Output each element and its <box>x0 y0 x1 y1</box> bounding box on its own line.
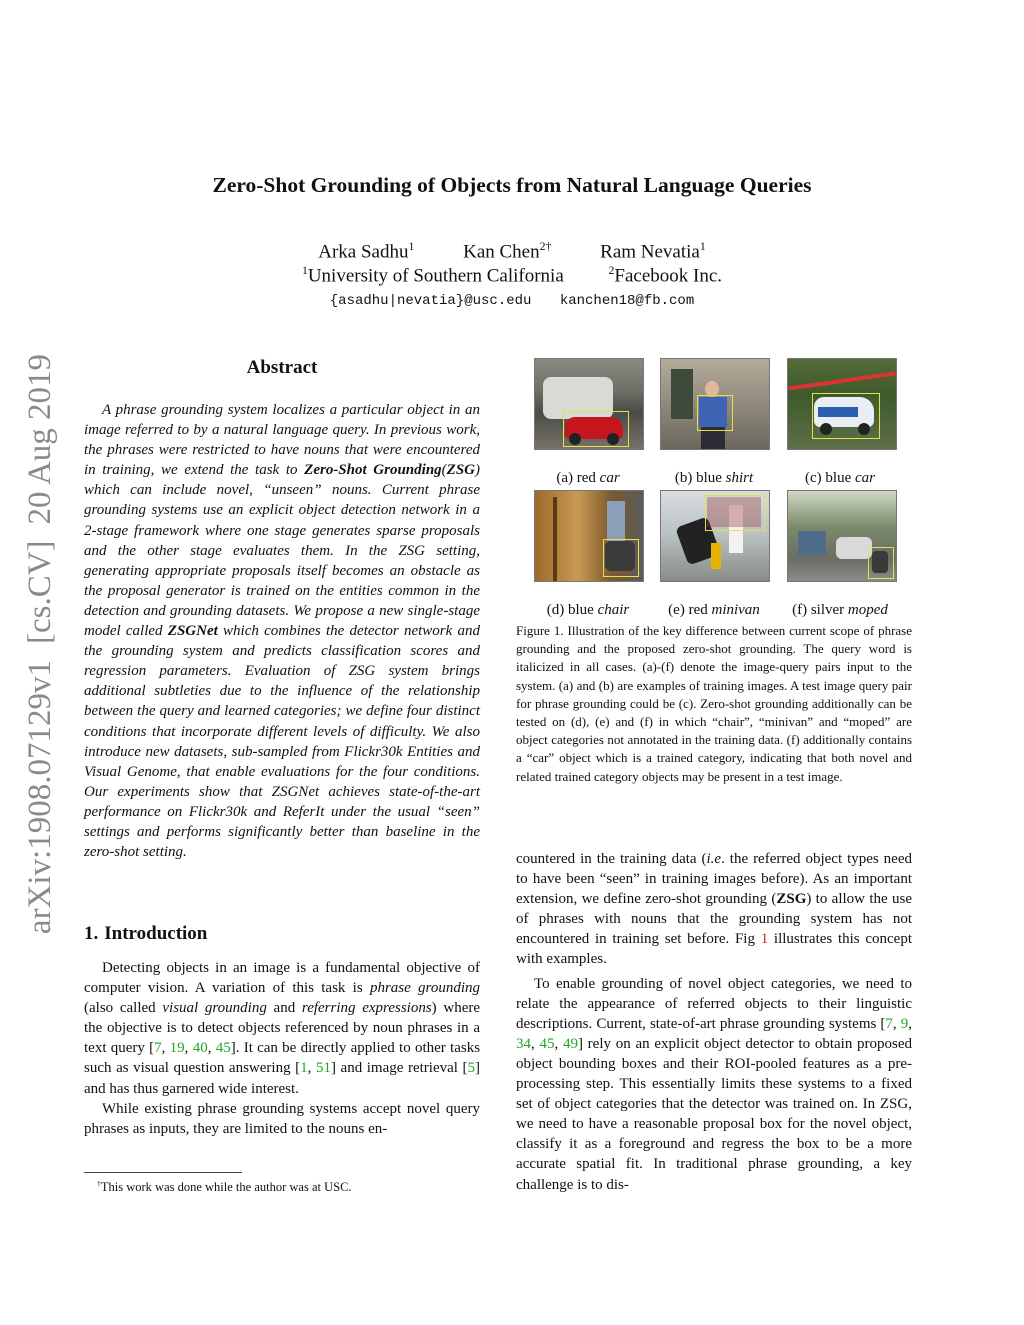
citation-link[interactable]: 34 <box>516 1035 531 1052</box>
figure-caption-f: (f) silver moped <box>792 602 888 618</box>
figure-image-b <box>660 358 770 450</box>
figure-image-f <box>787 490 897 582</box>
affiliation: $^2$Facebook Inc. <box>608 264 723 287</box>
affiliation-list <box>0 264 1024 287</box>
figure-image-e <box>660 490 770 582</box>
figure-image-d <box>534 490 644 582</box>
right-column-text <box>516 849 912 1195</box>
citation-link[interactable]: 7 <box>885 1015 893 1032</box>
figure-caption-c: (c) blue car <box>805 470 875 486</box>
paper-title: Zero-Shot Grounding of Objects from Natural Language Queries <box>212 173 812 197</box>
footnote: †This work was done while the author was at USC. <box>97 1179 352 1195</box>
body-paragraph: countered in the training data (i.e. the referred object types need to have been “seen” in training images before). As an important extension, we define zero-shot grounding (ZSG) to allow the use of phrases with nouns that the grounding system has not encountered in training set before. Fig 1 illustrates this concept with examples. <box>516 851 912 968</box>
intro-paragraph: Detecting objects in an image is a fundamental objective of computer vision. A variation of this task is phrase grounding (also called visual grounding and referring expressions) where the objective is to detect objects referenced by noun phrases in a text query [7, 19, 40, 45]. It can be directly applied to other tasks such as visual question answering [1, 51] and image retrieval [5] and has thus garnered wide interest. <box>84 960 481 1097</box>
author: Kan Chen$^{2\dagger}$ <box>463 240 552 263</box>
citation-link[interactable]: 1 <box>300 1060 308 1077</box>
intro-heading: 1. Introduction <box>84 923 208 944</box>
body-paragraph: To enable grounding of novel object categories, we need to relate the appearance of referred objects to their linguistic descriptions. Current, state-of-art phrase grounding systems [7, 9, 34, 45, 49] rely on an explicit object detector to obtain proposed object bounding boxes and their ROI-pooled features as a pre-processing step. This essentially limits these systems to a fixed set of object categories that the detector was trained on. In ZSG, we need to have a reasonable proposal box for the novel object, classify it as a foreground and regress the box to be a more accurate spatial fit. In traditional phrase grounding, a key challenge is to dis- <box>516 975 913 1193</box>
intro-text <box>84 958 480 1139</box>
figure-caption-d: (d) blue chair <box>546 602 630 618</box>
citation-link[interactable]: 40 <box>192 1040 208 1057</box>
abstract-heading: Abstract <box>246 357 318 378</box>
author-list <box>0 240 1024 263</box>
figure-1-caption: Figure 1. Illustration of the key difference between current scope of phrase grounding and the proposed zero-shot grounding. The query word is italicized in all cases. (a)-(f) denote the image-query pairs input to the system. (a) and (b) are examples of training images. A test image query pair for phrase grounding could be (c). Zero-shot grounding additionally can be tested on (d), (e) and (f) in which “chair”, “minivan” and “moped” are object categories not annotated in the training data. (f) additionally contains a “car” object which is a trained category, indicating that both novel and related trained category objects may be present in a test image. <box>516 623 912 784</box>
email: {asadhu|nevatia}@usc.edu <box>329 293 532 309</box>
citation-link[interactable]: 45 <box>215 1040 231 1057</box>
citation-link[interactable]: 19 <box>169 1040 185 1057</box>
figure-ref-link[interactable]: 1 <box>760 931 769 948</box>
email: kanchen18@fb.com <box>559 293 695 309</box>
figure-caption-b: (b) blue shirt <box>674 470 754 486</box>
author: Arka Sadhu$^1$ <box>318 240 415 263</box>
figure-caption-a: (a) red car <box>556 470 620 486</box>
figure-image-c <box>787 358 897 450</box>
citation-link[interactable]: 51 <box>315 1060 331 1077</box>
figure-caption-e: (e) red minivan <box>668 602 760 618</box>
arxiv-id: arXiv:1908.07129v1 <box>22 660 58 935</box>
email-list <box>0 293 1024 309</box>
intro-paragraph: While existing phrase grounding systems accept novel query phrases as inputs, they are limited to the nouns en- <box>84 1100 480 1137</box>
author: Ram Nevatia$^1$ <box>600 240 706 263</box>
abstract-text: A phrase grounding system localizes a particular object in an image referred to by a natural language query. In previous work, the phrases were restricted to have nouns that were encountered in training, we extend the task to Zero-Shot Grounding(ZSG) which can include novel, “unseen” nouns. Current phrase grounding systems use an explicit object detection network in a 2-stage framework where one stage generates sparse proposals and the other stage evaluates them. In the ZSG setting, generating appropriate proposals itself becomes an obstacle as the proposal generator is trained on the entities common in the detection and grounding datasets. We propose a new single-stage model called ZSGNet which combines the detector network and the grounding system and predicts classification scores and regression parameters. Evaluation of ZSG system brings additional subtleties due to the influence of the relationship between the query and learned categories; we define four distinct conditions that incorporate different levels of difficulty. We also introduce new datasets, sub-sampled from Flickr30k Entities and Visual Genome, that enable evaluations for the four conditions. Our experiments show that ZSGNet achieves state-of-the-art performance on Flickr30k and ReferIt under the usual “seen” settings and performs significantly better than baseline in the zero-shot setting. <box>84 402 481 861</box>
arxiv-date: 20 Aug 2019 <box>22 353 58 525</box>
footnote-rule <box>84 1172 242 1173</box>
citation-link[interactable]: 9 <box>900 1015 909 1032</box>
arxiv-stamp <box>22 344 58 944</box>
arxiv-category: [cs.CV] <box>22 540 58 645</box>
citation-link[interactable]: 7 <box>154 1040 162 1057</box>
citation-link[interactable]: 45 <box>539 1035 555 1052</box>
citation-link[interactable]: 49 <box>562 1035 578 1052</box>
citation-link[interactable]: 5 <box>467 1060 476 1077</box>
affiliation: $^1$University of Southern California <box>301 264 564 287</box>
figure-image-a <box>534 358 644 450</box>
